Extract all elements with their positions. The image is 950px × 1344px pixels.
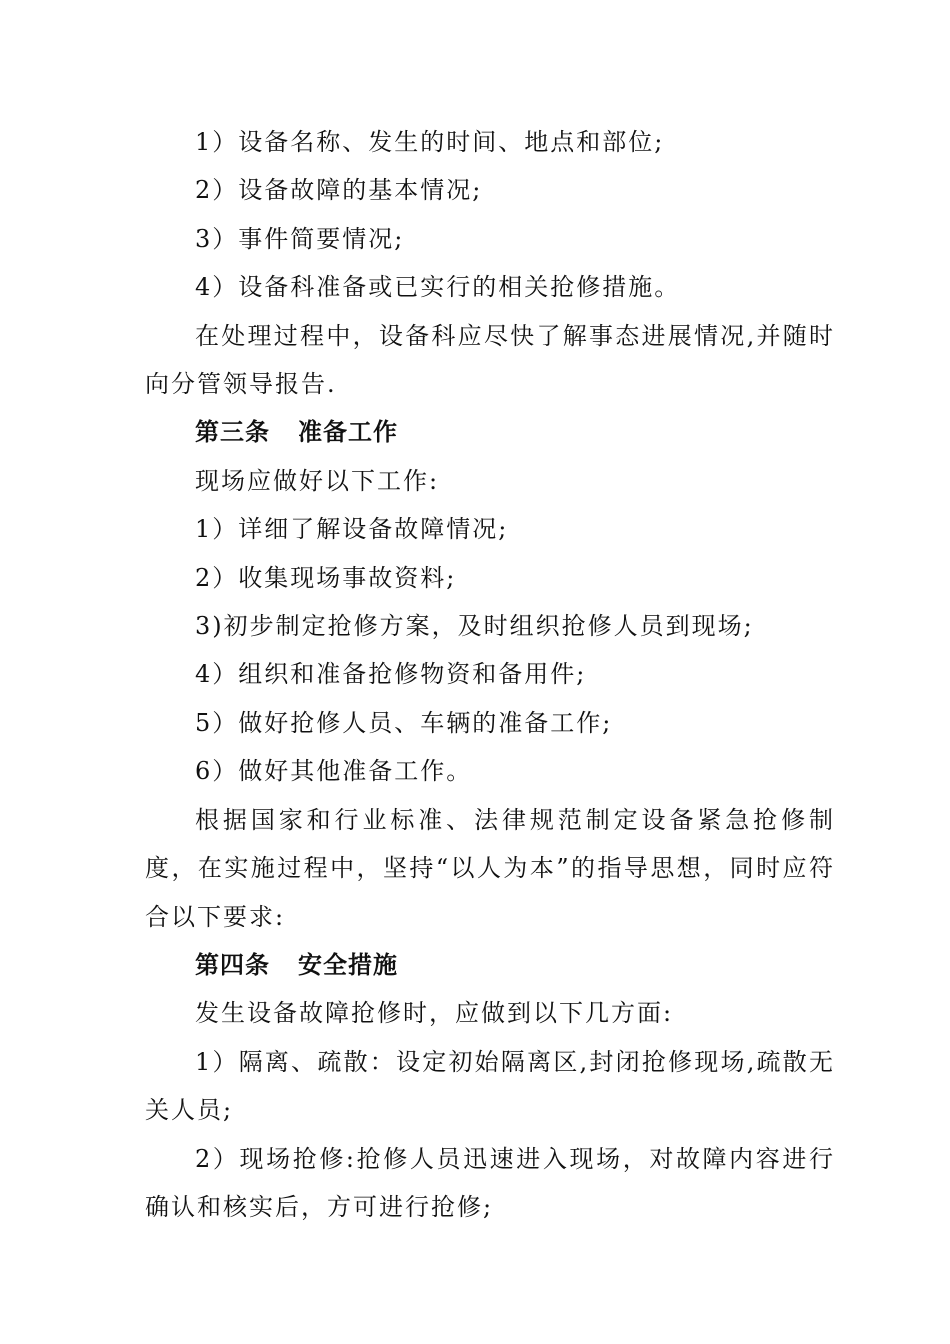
list-item: 5）做好抢修人员、车辆的准备工作; (195, 708, 613, 737)
section-title: 准备工作 (298, 418, 398, 447)
list-item: 4）设备科准备或已实行的相关抢修措施。 (195, 273, 681, 302)
list-item: 3)初步制定抢修方案，及时组织抢修人员到现场; (195, 612, 754, 641)
paragraph: 在处理过程中，设备科应尽快了解事态进展情况,并随时向分管领导报告. (145, 321, 835, 399)
paragraph: 根据国家和行业标准、法律规范制定设备紧急抢修制度，在实施过程中，坚持“以人为本”的指导思想，同时应符合以下要求: (145, 805, 835, 931)
document-body (145, 118, 835, 1231)
list-item: 4）组织和准备抢修物资和备用件; (195, 660, 587, 689)
list-item: 2）设备故障的基本情况; (195, 176, 483, 205)
paragraph: 发生设备故障抢修时，应做到以下几方面: (195, 999, 674, 1028)
list-item: 2）现场抢修:抢修人员迅速进入现场，对故障内容进行确认和核实后，方可进行抢修; (145, 1144, 835, 1221)
list-item: 1）详细了解设备故障情况; (195, 515, 509, 544)
list-item: 1）设备名称、发生的时间、地点和部位; (195, 128, 665, 156)
paragraph: 现场应做好以下工作: (195, 466, 440, 495)
section-number: 第四条 (195, 950, 270, 979)
list-item: 1）隔离、疏散：设定初始隔离区,封闭抢修现场,疏散无关人员; (145, 1047, 835, 1125)
list-item: 3）事件简要情况; (195, 224, 405, 253)
list-item: 6）做好其他准备工作。 (195, 757, 473, 786)
section-heading (145, 408, 835, 456)
section-number: 第三条 (195, 418, 270, 447)
section-title: 安全措施 (298, 950, 398, 979)
section-heading (145, 941, 835, 989)
list-item: 2）收集现场事故资料; (195, 563, 457, 592)
